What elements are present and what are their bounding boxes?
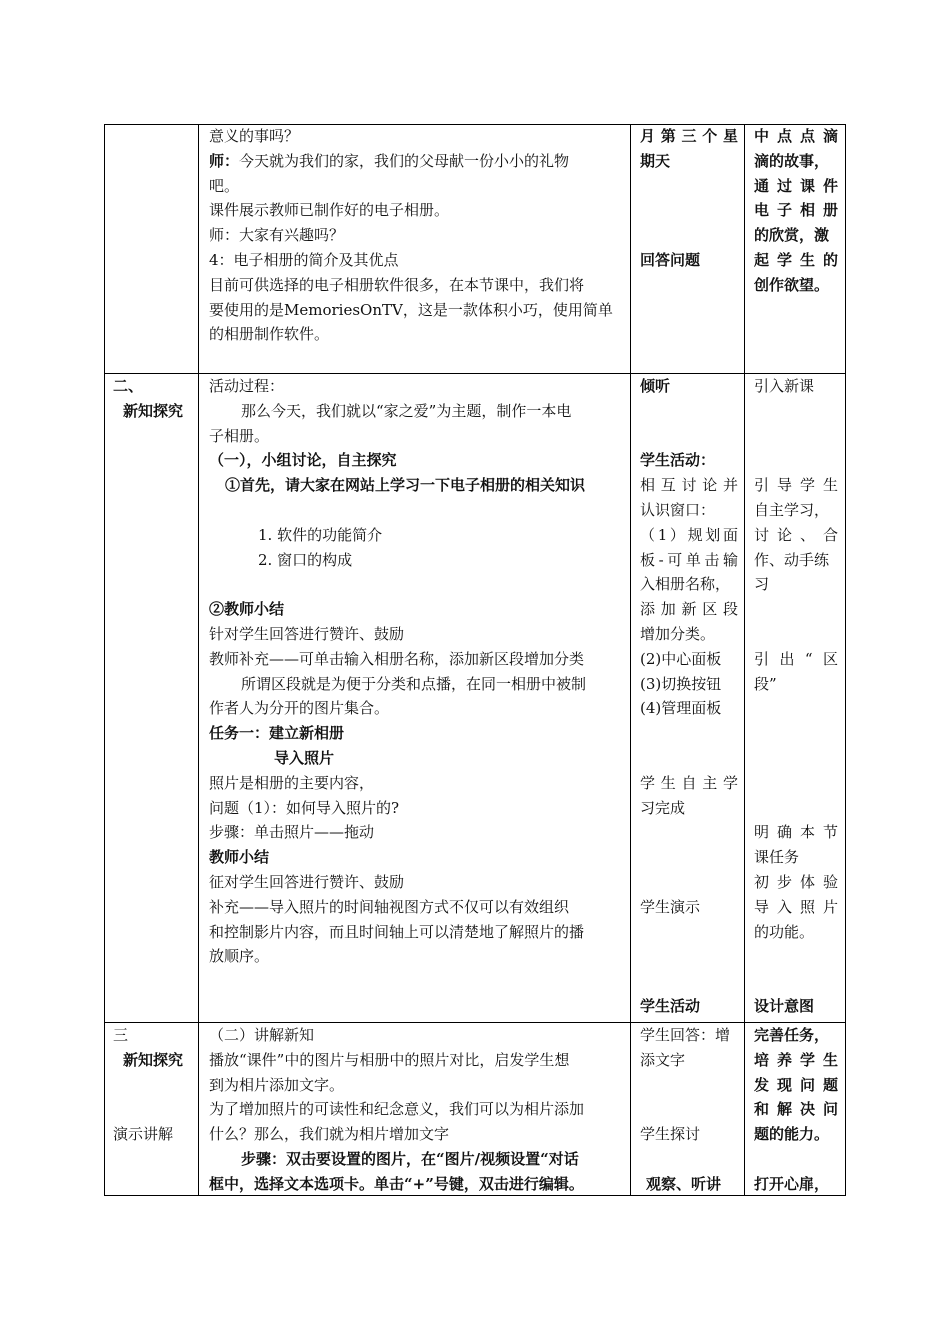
section-heading: ②教师小结 [209, 600, 285, 619]
text-line: 月第三个星 [640, 127, 738, 145]
column-header: 设计意图 [754, 996, 815, 1015]
text-line [209, 149, 623, 174]
section-heading: （二）讲解新知 [209, 1026, 315, 1044]
text-line: ①首先，请大家在网站上学习一下电子相册的相关知识 [225, 476, 586, 495]
text-line: 题的能力。 [754, 1125, 830, 1144]
text-line: 针对学生回答进行赞许、鼓励 [209, 624, 405, 643]
blank-line [640, 820, 738, 845]
text-line: 教师补充——可单击输入相册名称，添加新区段增加分类 [209, 649, 585, 668]
row3-stage-cell [113, 1023, 195, 1147]
text-line: 学生回答：增 [640, 1026, 731, 1044]
text-line: 习完成 [640, 798, 686, 817]
teacher-label: 师： [209, 151, 240, 170]
text-line: 放顺序。 [209, 947, 270, 966]
text-line: 征对学生回答进行赞许、鼓励 [209, 872, 405, 891]
text-line: 创作欲望。 [754, 275, 830, 294]
text-line: 添文字 [640, 1050, 686, 1069]
text-line: 照片是相册的主要内容， [209, 773, 375, 792]
text-line-rest: 今天就为我们的家，我们的父母献一份小小的礼物 [239, 151, 570, 170]
text-line: 导入照片 [754, 897, 838, 916]
blank-line [754, 424, 838, 449]
text-line: 学生演示 [640, 897, 701, 916]
column-divider-2 [630, 124, 631, 1196]
text-line: 师：大家有兴趣吗？ [209, 226, 345, 245]
blank-line [754, 448, 838, 473]
text-line: 引导学生 [754, 476, 838, 495]
text-line: （1）规划面 [640, 525, 738, 544]
text-line: 的相册制作软件。 [209, 325, 330, 344]
column-header: 学生活动 [640, 996, 701, 1015]
stage-number: 三 [113, 1026, 129, 1044]
stage-number: 二、 [113, 377, 144, 395]
blank-line [640, 1147, 738, 1172]
text-line: 作者人为分开的图片集合。 [209, 699, 390, 718]
blank-line [640, 920, 738, 945]
row1-activity-cell [209, 124, 623, 347]
text-line: 要使用的是MemoriesOnTV，这是一款体积小巧，使用简单 [209, 300, 613, 319]
text-line: 培养学生 [754, 1050, 838, 1069]
text-line: 问题（1）：如何导入照片的? [209, 798, 400, 817]
blank-line [640, 198, 738, 223]
blank-line [640, 424, 738, 449]
blank-line [113, 1097, 195, 1122]
text-line: 滴的故事， [754, 151, 830, 170]
text-line: (4)管理面板 [640, 699, 722, 718]
blank-line [640, 969, 738, 994]
text-line: 步骤：双击要设置的图片，在“图片/视频设置“对话 [241, 1149, 579, 1168]
section-heading: （一），小组讨论，自主探究 [209, 451, 397, 470]
blank-line [754, 796, 838, 821]
text-line: 课任务 [754, 848, 800, 867]
text-line: 为了增加照片的可读性和纪念意义，我们可以为相片添加 [209, 1100, 585, 1119]
stage-title: 新知探究 [123, 401, 184, 420]
text-line: 中点点滴 [754, 127, 838, 145]
blank-line [640, 1073, 738, 1098]
blank-line [754, 746, 838, 771]
text-line: 播放“课件”中的图片与相册中的照片对比，启发学生想 [209, 1050, 570, 1069]
text-line: 活动过程： [209, 377, 285, 395]
text-line: 那么今天，我们就以“家之爱”为主题，制作一本电 [241, 401, 572, 420]
text-line: 补充——导入照片的时间轴视图方式不仅可以有效组织 [209, 897, 570, 916]
blank-line [754, 771, 838, 796]
blank-line [640, 174, 738, 199]
blank-line [640, 223, 738, 248]
blank-line [640, 845, 738, 870]
blank-line [754, 696, 838, 721]
row1-intent-cell [754, 124, 838, 298]
text-line: 作、动手练 [754, 550, 830, 569]
text-line: 认识窗口： [640, 500, 716, 519]
blank-line [754, 399, 838, 424]
blank-line [754, 622, 838, 647]
text-line: 增加分类。 [640, 624, 716, 643]
text-line: 学生活动： [640, 451, 716, 470]
list-item: 1. 软件的功能简介 [258, 525, 383, 544]
blank-line [754, 1147, 838, 1172]
text-line: 课件展示教师已制作好的电子相册。 [209, 201, 450, 220]
text-line: 什么？那么，我们就为相片增加文字 [209, 1125, 450, 1144]
text-line: 引入新课 [754, 377, 815, 395]
text-line: 和解决问 [754, 1100, 838, 1119]
task-heading: 任务一：建立新相册 [209, 724, 345, 743]
text-line: 习 [754, 575, 770, 594]
text-line: 自主学习， [754, 500, 830, 519]
text-line: 电子相册 [754, 201, 838, 220]
blank-line [640, 746, 738, 771]
blank-line [209, 572, 623, 597]
section-heading: 教师小结 [209, 848, 270, 867]
text-line: 起学生的 [754, 250, 838, 269]
blank-line [640, 721, 738, 746]
blank-line [754, 944, 838, 969]
text-line: 框中，选择文本选项卡。单击“+”号键，双击进行编辑。 [209, 1174, 584, 1193]
text-line: 观察、听讲 [646, 1174, 722, 1193]
column-divider-1 [198, 124, 199, 1196]
text-line: 添加新区段 [640, 600, 738, 619]
text-line: (2)中心面板 [640, 649, 722, 668]
row2-activity-cell [209, 374, 623, 969]
row1-student-cell [640, 124, 738, 273]
row2-student-cell [640, 374, 738, 1019]
text-line: 初步体验 [754, 872, 838, 891]
text-line: 发现问题 [754, 1075, 838, 1094]
text-line: 步骤：单击照片——拖动 [209, 823, 375, 842]
text-line: 明确本节 [754, 823, 838, 842]
text-line: 回答问题 [640, 250, 701, 269]
text-line: 意义的事吗？ [209, 127, 300, 145]
text-line: 所谓区段就是为便于分类和点播，在同一相册中被制 [241, 674, 587, 693]
blank-line [754, 969, 838, 994]
row2-intent-cell [754, 374, 838, 1019]
text-line: (3)切换按钮 [640, 674, 722, 693]
text-line: 讨论、合 [754, 525, 838, 544]
text-line: 学生自主学 [640, 773, 738, 792]
text-line: 4：电子相册的简介及其优点 [209, 250, 399, 269]
row3-intent-cell [754, 1023, 838, 1197]
row3-student-cell [640, 1023, 738, 1197]
text-line: 完善任务， [754, 1026, 830, 1044]
text-line: 入相册名称， [640, 575, 731, 594]
text-line: 倾听 [640, 377, 671, 395]
text-line: 通过课件 [754, 176, 838, 195]
blank-line [640, 944, 738, 969]
blank-line [640, 399, 738, 424]
row2-stage-cell [113, 374, 195, 424]
text-line: 段” [754, 674, 777, 693]
row3-activity-cell [209, 1023, 623, 1197]
blank-line [640, 1097, 738, 1122]
blank-line [754, 721, 838, 746]
text-line: 子相册。 [209, 426, 270, 445]
text-line: 相互讨论并 [640, 476, 738, 495]
text-line: 板-可单击输 [640, 550, 738, 569]
text-line: 到为相片添加文字。 [209, 1075, 345, 1094]
text-line: 吧。 [209, 176, 240, 195]
text-line: 和控制影片内容，而且时间轴上可以清楚地了解照片的播 [209, 922, 585, 941]
blank-line [640, 870, 738, 895]
text-line: 目前可供选择的电子相册软件很多，在本节课中，我们将 [209, 275, 585, 294]
blank-line [209, 498, 623, 523]
list-item: 2. 窗口的构成 [258, 550, 353, 569]
text-line: 学生探讨 [640, 1125, 701, 1144]
stage-method: 演示讲解 [113, 1125, 174, 1144]
text-line: 引出“区 [754, 649, 838, 668]
text-line: 期天 [640, 151, 671, 170]
task-subheading: 导入照片 [274, 748, 335, 767]
text-line: 打开心扉， [754, 1174, 830, 1193]
text-line: 的功能。 [754, 922, 815, 941]
text-line: 的欣赏，激 [754, 226, 830, 245]
stage-title: 新知探究 [123, 1050, 184, 1069]
column-divider-3 [744, 124, 745, 1196]
blank-line [113, 1073, 195, 1098]
blank-line [754, 597, 838, 622]
